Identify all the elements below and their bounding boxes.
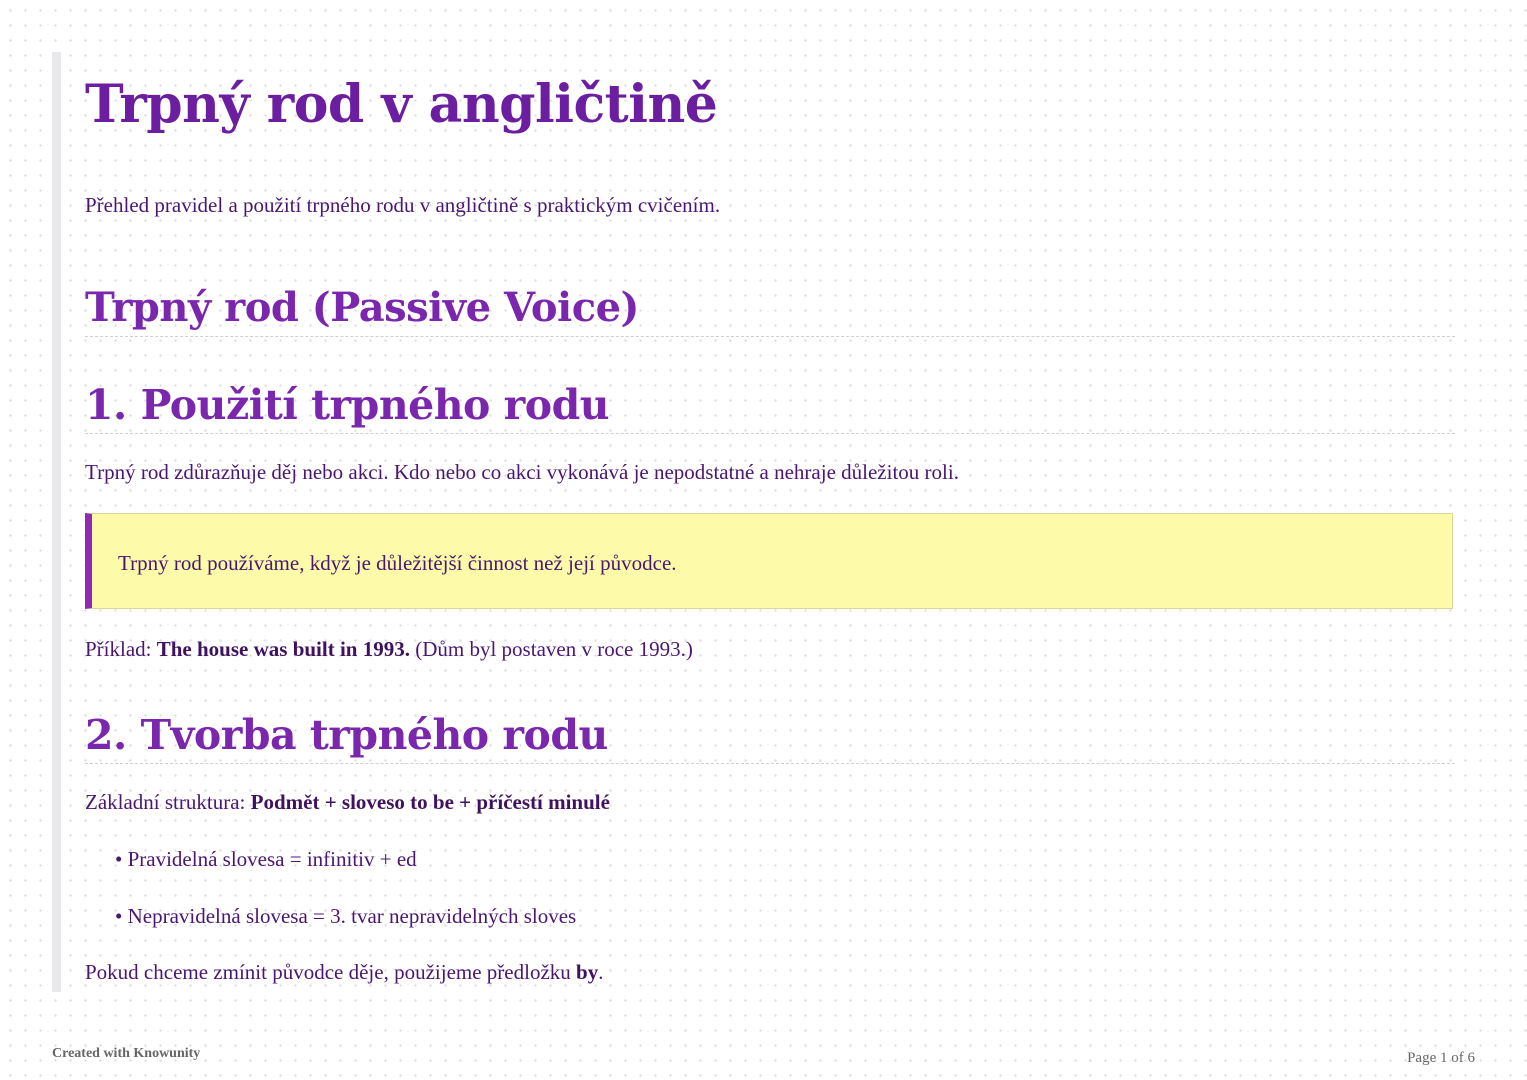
callout-text: Trpný rod používáme, když je důležitější činnost než její původce. <box>118 551 677 575</box>
left-margin-bar <box>52 52 61 992</box>
section-title: Trpný rod (Passive Voice) <box>85 284 639 331</box>
structure-formula: Podmět + sloveso to be + příčestí minulé <box>250 790 610 814</box>
agent-word: by <box>576 960 599 984</box>
example-label: Příklad: <box>85 637 157 661</box>
page-subtitle: Přehled pravidel a použití trpného rodu v angličtině s praktickým cvičením. <box>85 193 721 217</box>
section2-heading: 2. Tvorba trpného rodu <box>85 711 608 759</box>
agent-paragraph <box>85 960 603 985</box>
section1-heading: 1. Použití trpného rodu <box>85 381 610 429</box>
section2-divider <box>85 763 1455 764</box>
example-paragraph <box>85 637 693 662</box>
list-item: • Nepravidelná slovesa = 3. tvar nepravidelných sloves <box>115 904 577 928</box>
section1-text: Trpný rod zdůrazňuje děj nebo akci. Kdo nebo co akci vykonává je nepodstatné a nehraje důležitou roli. <box>85 460 959 484</box>
agent-text: Pokud chceme zmínit původce děje, použijeme předložku <box>85 960 577 984</box>
section1-divider <box>85 433 1455 434</box>
list-item: • Pravidelná slovesa = infinitiv + ed <box>115 847 417 871</box>
example-translation: (Dům byl postaven v roce 1993.) <box>409 637 693 661</box>
agent-end: . <box>598 960 604 984</box>
example-sentence: The house was built in 1993. <box>156 637 410 661</box>
footer-credit: Created with Knowunity <box>52 1046 201 1061</box>
section-divider <box>85 336 1455 337</box>
page-title: Trpný rod v angličtině <box>85 74 718 135</box>
page-indicator: Page 1 of 6 <box>1407 1050 1475 1066</box>
structure-paragraph <box>85 790 610 815</box>
highlight-callout <box>85 513 1453 609</box>
structure-label: Základní struktura: <box>85 790 251 814</box>
